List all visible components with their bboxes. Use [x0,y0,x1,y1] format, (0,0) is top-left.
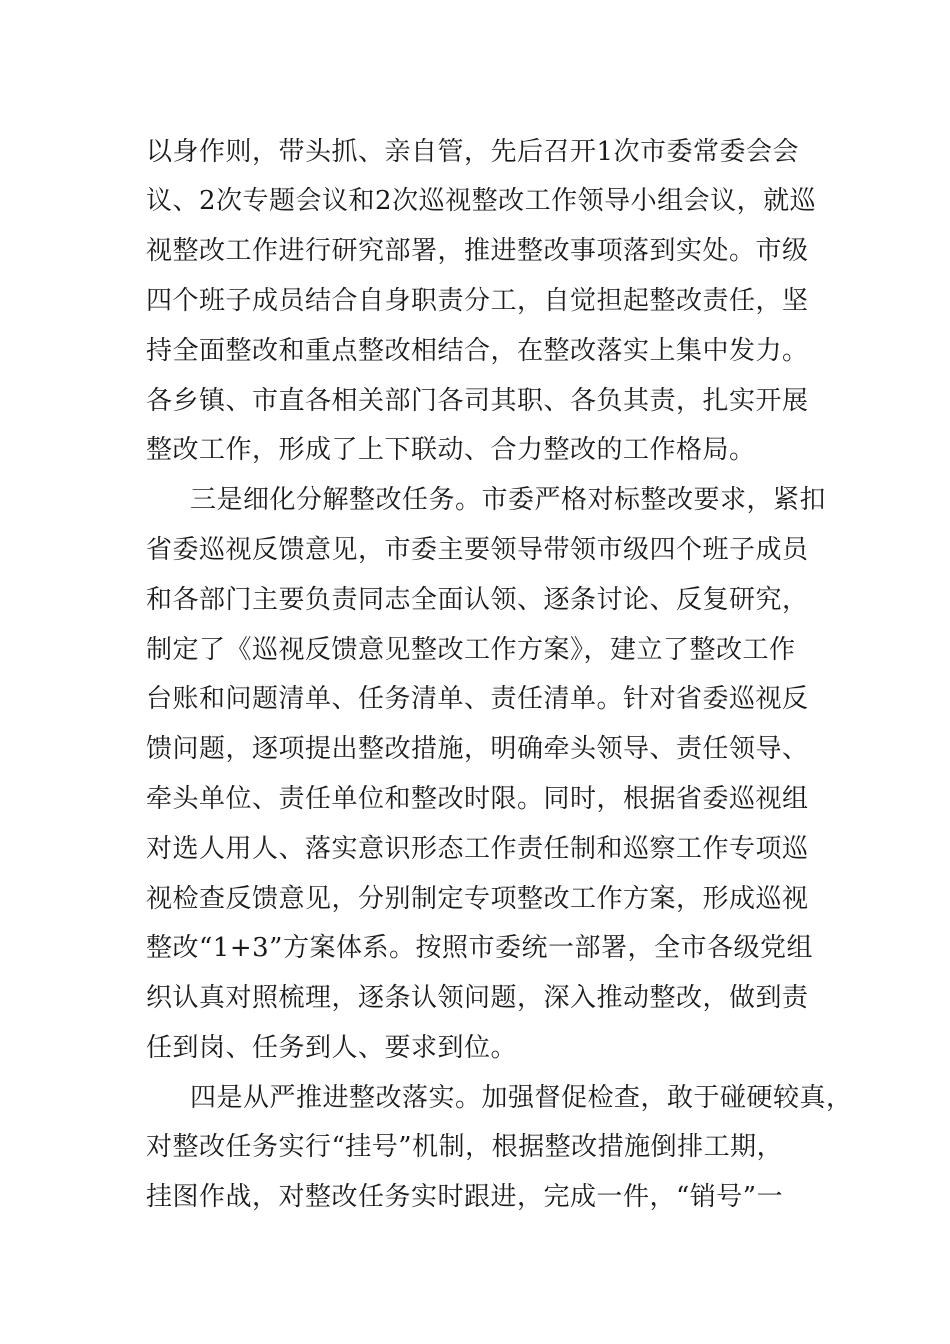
text-line: 省委巡视反馈意见，市委主要领导带领市级四个班子成员 [146,535,809,565]
paragraph-start-line: 四是从严推进整改落实。加强督促检查，敢于碰硬较真， [190,1083,853,1113]
text-line: 挂图作战，对整改任务实时跟进，完成一件，“销号”一 [146,1182,784,1212]
text-line: 对整改任务实行“挂号”机制，根据整改措施倒排工期， [146,1132,784,1162]
text-line: 馈问题，逐项提出整改措施，明确牵头领导、责任领导、 [146,734,809,764]
text-line: 整改工作，形成了上下联动、合力整改的工作格局。 [146,435,756,465]
text-line: 台账和问题清单、任务清单、责任清单。针对省委巡视反 [146,684,809,714]
text-line: 织认真对照梳理，逐条认领问题，深入推动整改，做到责 [146,983,809,1013]
text-line: 各乡镇、市直各相关部门各司其职、各负其责，扎实开展 [146,386,809,416]
text-line: 议、2次专题会议和2次巡视整改工作领导小组会议，就巡 [146,186,817,216]
text-line: 制定了《巡视反馈意见整改工作方案》，建立了整改工作 [146,635,796,665]
text-line: 任到岗、任务到人、要求到位。 [146,1033,518,1063]
text-line: 视整改工作进行研究部署，推进整改事项落到实处。市级 [146,236,809,266]
text-line: 以身作则，带头抓、亲自管，先后召开1次市委常委会会 [146,137,800,167]
text-line: 对选人用人、落实意识形态工作责任制和巡察工作专项巡 [146,834,809,864]
text-line: 视检查反馈意见，分别制定专项整改工作方案，形成巡视 [146,884,809,914]
text-line: 四个班子成员结合自身职责分工，自觉担起整改责任，坚 [146,286,809,316]
text-line: 牵头单位、责任单位和整改时限。同时，根据省委巡视组 [146,784,809,814]
text-line: 和各部门主要负责同志全面认领、逐条讨论、反复研究， [146,585,809,615]
paragraph-start-line: 三是细化分解整改任务。市委严格对标整改要求，紧扣 [190,485,827,515]
text-line: 持全面整改和重点整改相结合，在整改落实上集中发力。 [146,336,809,366]
text-line: 整改“1+3”方案体系。按照市委统一部署，全市各级党组 [146,933,813,963]
